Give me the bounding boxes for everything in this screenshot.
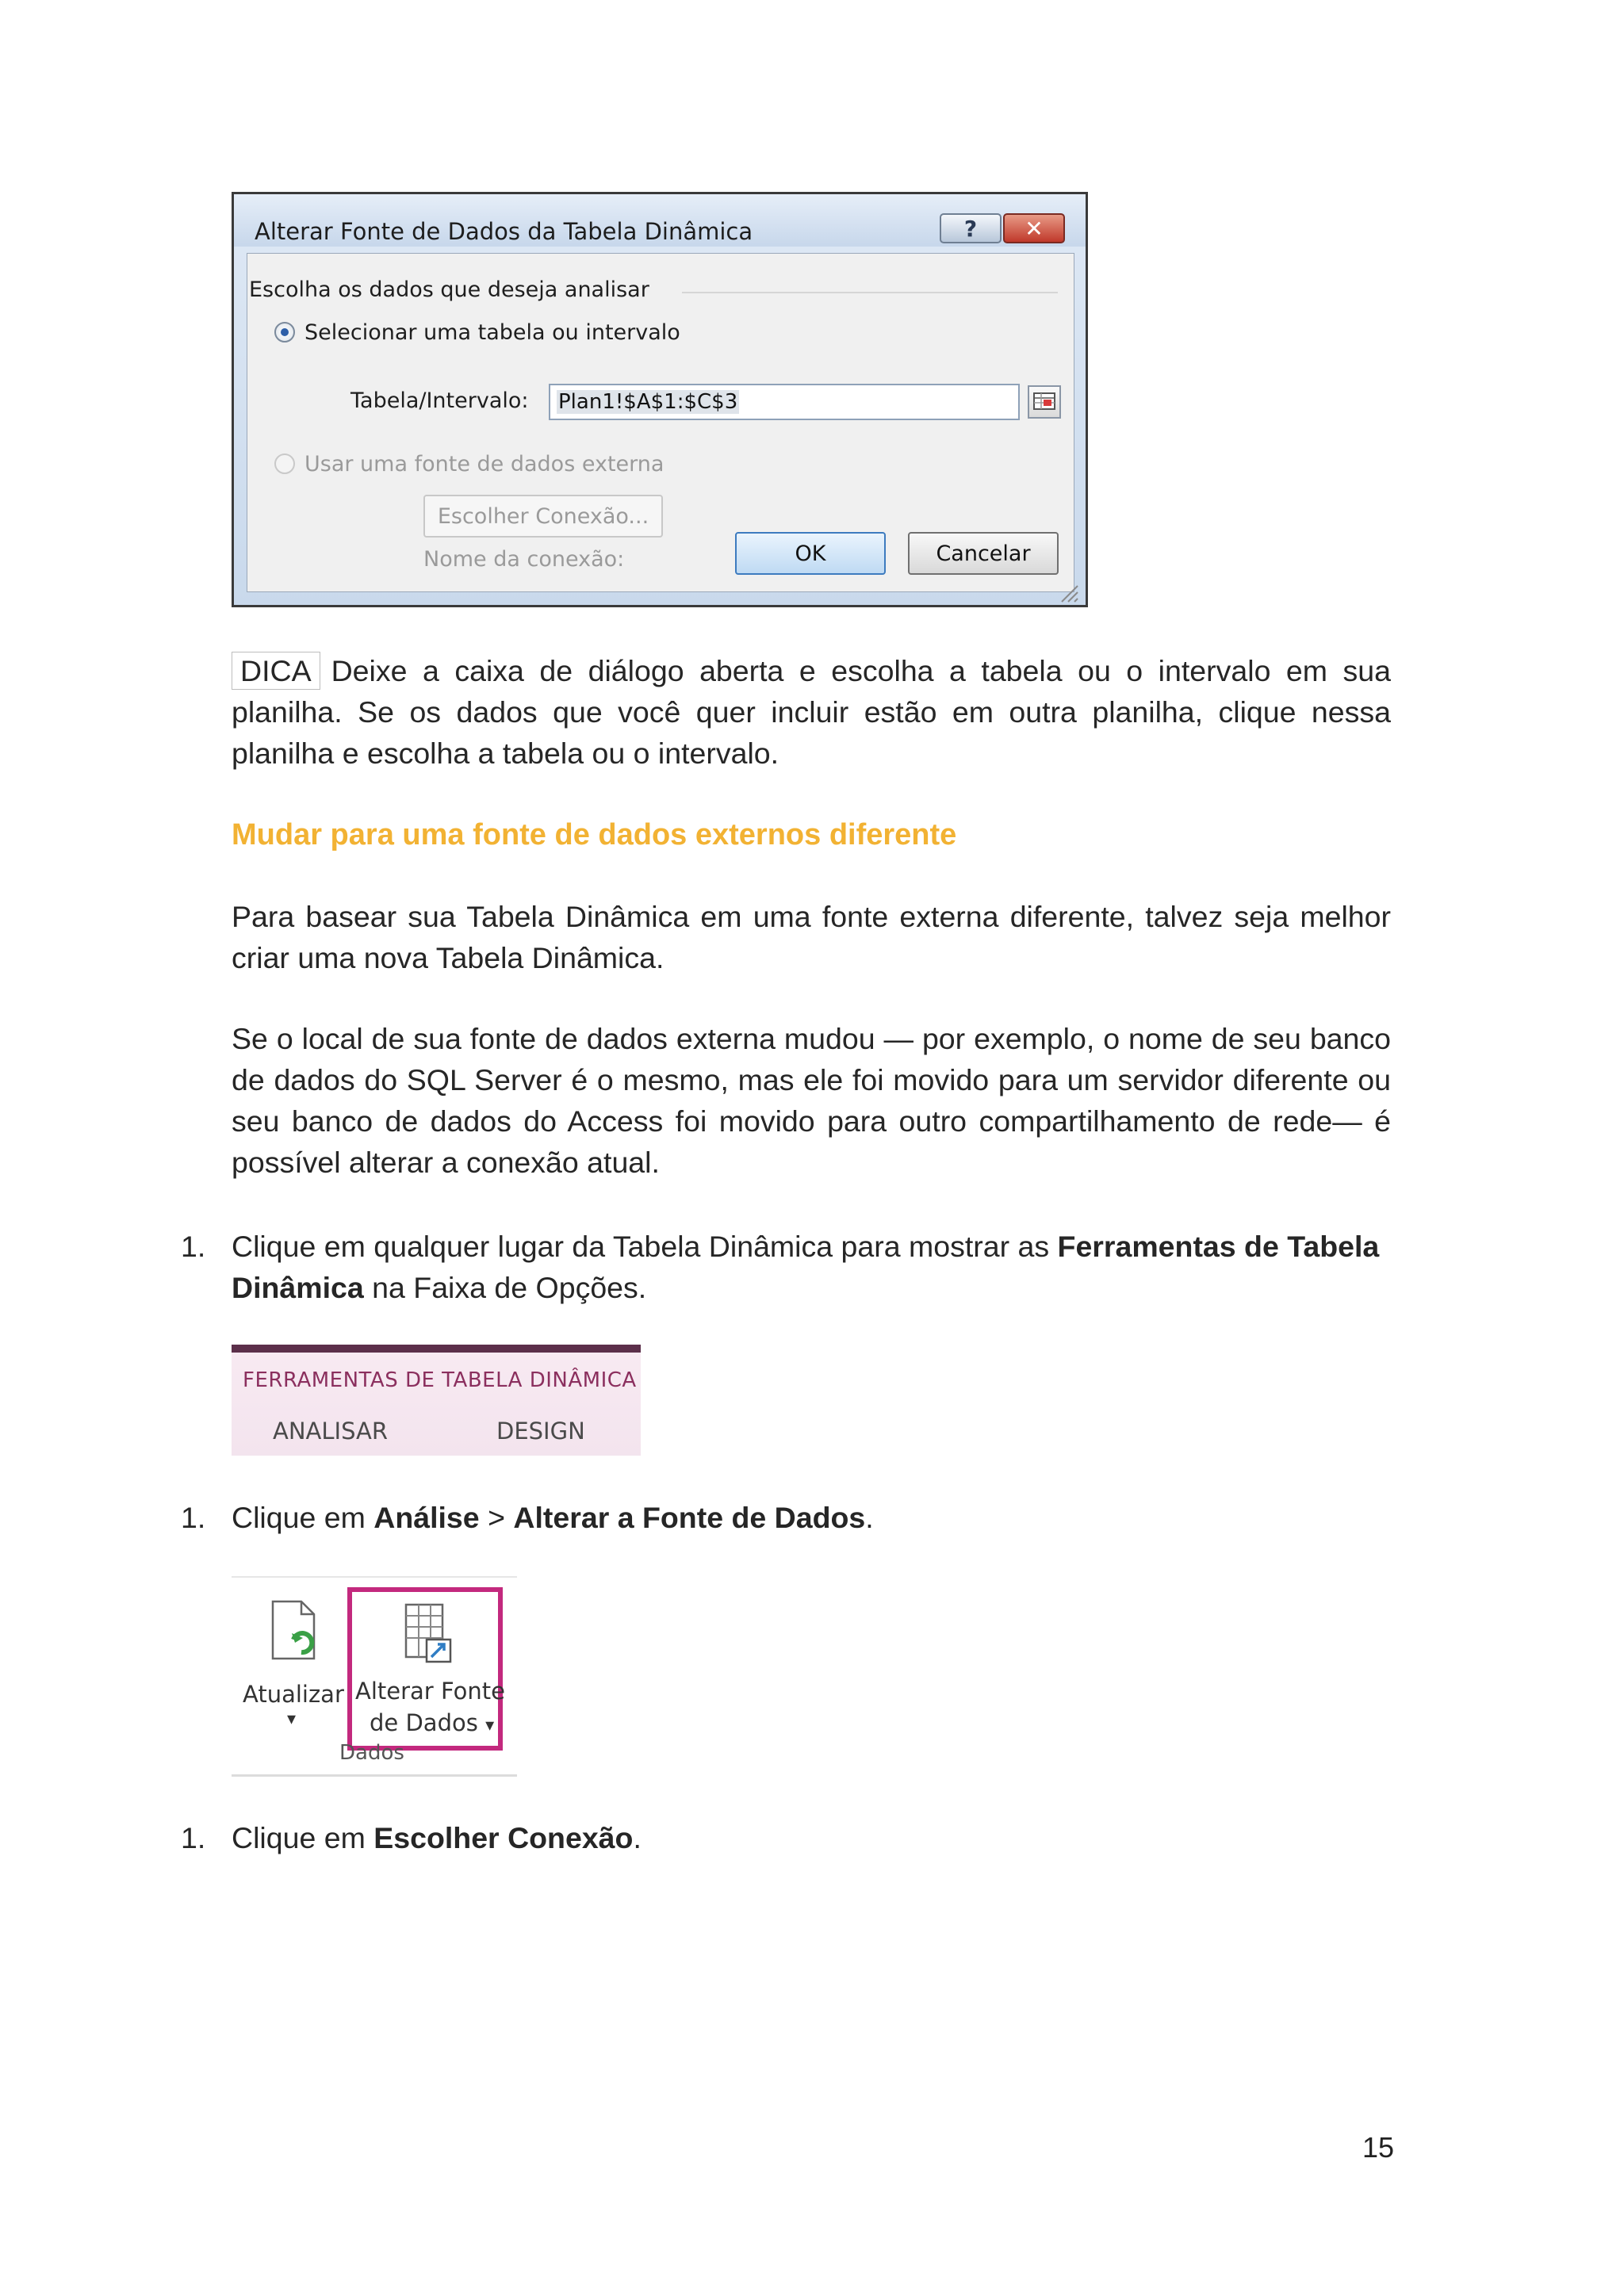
choose-connection-button[interactable]: Escolher Conexão... [423, 495, 663, 538]
step-text-part: . [865, 1501, 874, 1534]
close-button[interactable] [1003, 213, 1065, 243]
page-number: 15 [1362, 2131, 1395, 2164]
change-data-source-label-line1: Alterar Fonte [355, 1678, 505, 1705]
step-item [181, 1497, 1391, 1541]
radio-external-source[interactable] [274, 453, 295, 474]
change-data-source-label-text: de Dados [370, 1709, 478, 1736]
close-icon: ✕ [1025, 215, 1044, 242]
range-value: Plan1!$A$1:$C$3 [558, 390, 738, 414]
dialog-title: Alterar Fonte de Dados da Tabela Dinâmica [255, 218, 753, 245]
tip-paragraph [232, 650, 1391, 774]
step-number: 1. [181, 1501, 206, 1534]
data-ribbon-group [232, 1576, 517, 1777]
refresh-icon [270, 1598, 322, 1662]
tip-tag: DICA [232, 652, 320, 690]
section-heading: Mudar para uma fonte de dados externos diferente [232, 818, 957, 851]
tab-design[interactable]: DESIGN [496, 1418, 585, 1445]
range-input[interactable] [549, 384, 1020, 420]
ribbon-top-bar [232, 1345, 641, 1353]
step-bold-text: Alterar a Fonte de Dados [513, 1501, 866, 1534]
refresh-button[interactable] [239, 1587, 343, 1746]
resize-grip-icon[interactable] [1057, 581, 1079, 603]
radio-selected-dot [281, 328, 289, 336]
step-bold-text: Ferramentas de Tabela Dinâmica [232, 1230, 1380, 1304]
step-text-part: > [479, 1501, 514, 1534]
radio-external-source-label[interactable]: Usar uma fonte de dados externa [304, 452, 665, 476]
refresh-label: Atualizar [243, 1681, 344, 1708]
help-icon: ? [963, 215, 978, 242]
tab-analyze[interactable]: ANALISAR [273, 1418, 389, 1445]
collapse-dialog-button[interactable] [1028, 385, 1061, 419]
cancel-button[interactable]: Cancelar [908, 532, 1059, 575]
paragraph: Para basear sua Tabela Dinâmica em uma fonte externa diferente, talvez seja melhor criar uma nova Tabela Dinâmica. [232, 900, 1391, 974]
change-data-source-icon [400, 1601, 455, 1668]
step-text [232, 1817, 1391, 1858]
step-text-part: Clique em qualquer lugar da Tabela Dinâmica para mostrar as [232, 1230, 1058, 1263]
change-source-dropdown-icon: ▾ [485, 1716, 495, 1735]
paragraph: Se o local de sua fonte de dados externa mudou — por exemplo, o nome de seu banco de dados do SQL Server é o mesmo, mas ele foi movido para um servidor diferente ou seu banco de dados do Access foi movido para outro compartilhamento de rede— é possível alterar a conexão atual. [232, 1022, 1391, 1179]
range-label: Tabela/Intervalo: [350, 388, 529, 413]
pivot-tools-ribbon-tabs [232, 1345, 641, 1456]
step-text [232, 1226, 1391, 1308]
step-text-part: na Faixa de Opções. [363, 1271, 647, 1304]
ok-button[interactable]: OK [735, 532, 886, 575]
group-name-label: Dados [339, 1741, 404, 1765]
step-item [181, 1226, 1391, 1313]
range-select-icon [1029, 387, 1059, 417]
step-text-part: Clique em [232, 1501, 374, 1534]
help-button[interactable] [940, 213, 1002, 243]
dialog-title-bar[interactable] [234, 194, 1086, 247]
step-bold-text: Análise [373, 1501, 480, 1534]
radio-select-table-label[interactable]: Selecionar uma tabela ou intervalo [304, 320, 680, 345]
pivot-tools-header: FERRAMENTAS DE TABELA DINÂMICA [243, 1368, 637, 1392]
change-data-source-label-line2 [370, 1709, 494, 1736]
step-text-part: Clique em [232, 1821, 374, 1854]
step-number: 1. [181, 1821, 206, 1854]
refresh-dropdown-icon: ▾ [287, 1709, 297, 1729]
step-text-part: . [633, 1821, 642, 1854]
step-number: 1. [181, 1230, 206, 1263]
change-data-source-dialog [232, 192, 1088, 607]
step-bold-text: Escolher Conexão [373, 1821, 634, 1854]
step-item [181, 1817, 1391, 1862]
step-text [232, 1497, 1391, 1538]
tip-text: Deixe a caixa de diálogo aberta e escolha a tabela ou o intervalo em sua planilha. Se os dados que você quer incluir estão em outra planilha, clique nessa planilha e escolha a tabela ou o intervalo. [232, 654, 1391, 770]
group-label: Escolha os dados que deseja analisar [249, 277, 649, 302]
group-divider [682, 292, 1058, 293]
connection-name-label: Nome da conexão: [423, 547, 625, 572]
radio-select-table[interactable] [274, 322, 295, 342]
change-data-source-button[interactable] [347, 1587, 503, 1751]
